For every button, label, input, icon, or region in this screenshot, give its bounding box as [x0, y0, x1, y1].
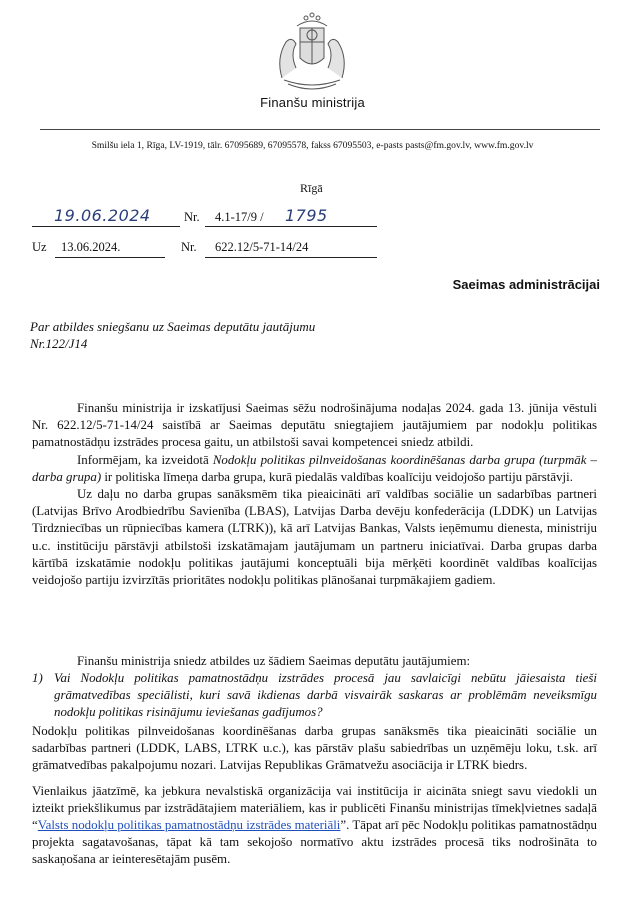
working-group-name: Nodokļu politikas pilnveidošanas koordinēšanas darba grupa (turpmāk – darba grupa): [32, 452, 597, 484]
registration-number-field: [205, 206, 377, 227]
uz-label: Uz: [32, 240, 47, 254]
registration-number: 4.1-17/9 /: [215, 210, 264, 224]
paragraph-text: ”. Tāpat arī pēc Nodokļu politikas pamatnostādņu projekta sagatavošanas, tāpat kā tam sekojošo normatīvo aktu izstrādes procesā tiks nodrošināta to saskaņošana ar ieinteresētajām pusēm.: [32, 818, 597, 867]
answers-intro: [32, 653, 597, 670]
contact-details: Smilšu iela 1, Rīga, LV-1919, tālr. 67095689, 67095578, fakss 67095503, e-pasts pasts@fm.gov.lv, www.fm.gov.lv: [91, 140, 534, 151]
materials-link[interactable]: Valsts nodokļu politikas pamatnostādņu izstrādes materiāli: [37, 818, 341, 833]
paragraph-partners: Uz daļu no darba grupas sanāksmēm tika pieaicināti arī valdības sociālie un sadarbības partneri (Latvijas Brīvo Arodbiedrību Savienība (LBAS), Latvijas Darba devēju konfederācija (LDDK) un Latvijas Tirdzniecības un rūpniecības kamera (LTRK)), kā arī Latvijas Bankas, Valsts ieņēmumu dienesta, ministriju u.c. institūciju pārstāvji atbilstoši izskatāmajam jautājumam un partneru iniciatīvai. Darba grupas darba kārtībā izskatāmie nodokļu politikas jautājumi konceptuāli bija mērķēti koordinēt valdības koalīcijas veidojošo partiju izvirzītās prioritātes nodokļu politikas plānošanai turpmākajiem gadiem.: [32, 487, 597, 588]
nr-label: Nr.: [184, 210, 200, 224]
reference-date: 13.06.2024.: [61, 240, 121, 254]
reference-number-field: [205, 238, 377, 258]
question-1: [32, 670, 597, 722]
paragraph-text: Informējam, ka izveidotā: [77, 452, 213, 467]
handwritten-number: 1795: [285, 206, 328, 225]
city: Rīgā: [300, 181, 323, 195]
answer-paragraph-1: Nodokļu politikas pilnveidošanas koordinēšanas darba grupas sanāksmēs tika pieaicināti sociālie un sadarbības partneri (LDDK, LABS, LTRK u.c.), kas pārstāv plašu sabiedrības un uzņēmēju loku, t.sk. arī grāmatvedības pakalpojumu nozari. Latvijas Republikas Grāmatvežu asociācija ir LTRK biedrs.: [32, 724, 597, 773]
answer-paragraph-2: [32, 783, 597, 869]
coat-of-arms-icon: [262, 8, 362, 94]
paragraph-working-group: [32, 452, 597, 486]
letter-subject: Par atbildes sniegšanu uz Saeimas deputātu jautājumu Nr.122/J14: [30, 319, 316, 351]
header-divider: [40, 129, 600, 130]
reference-number: 622.12/5-71-14/24: [215, 240, 309, 254]
addressee: Saeimas administrācijai: [452, 277, 600, 292]
reference-nr-label: Nr.: [181, 240, 197, 254]
answers-intro-text: Finanšu ministrija sniedz atbildes uz šādiem Saeimas deputātu jautājumiem:: [77, 654, 471, 668]
handwritten-date: 19.06.2024: [54, 206, 151, 225]
question-number: 1): [32, 671, 43, 685]
paragraph-text: Vienlaikus jāatzīmē, ka jebkura nevalstiskā organizācija vai institūcija ir aicināta sniegt savu viedokli un izteikt priekšlikumus par izstrādātajiem materiāliem, kas ir publicēti Finanšu ministrijas tīmekļvietnes sadaļā “: [32, 783, 597, 833]
paragraph-intro: Finanšu ministrija ir izskatījusi Saeimas sēžu nodrošinājuma nodaļas 2024. gada 13. jūnija vēstuli Nr. 622.12/5-71-14/24 saistībā ar Saeimas deputātu sniegtajiem jautājumiem par nodokļu politikas pamatnostādņu izstrādes procesa gaitu, un atbilstoši savai kompetencei sniedz atbildi.: [32, 401, 597, 450]
question-text: Vai Nodokļu politikas pamatnostādņu izstrādes procesā jau savlaicīgi nebūtu jāiesaista tieši grāmatvedības speciālisti, kuri savā ikdienas darbā visvairāk saskaras ar problēmām neveiksmīgu nodokļu politikas risinājumu ieviešanas gadījumos?: [54, 671, 597, 720]
reference-date-field: [55, 238, 165, 258]
ministry-name: Finanšu ministrija: [260, 95, 365, 110]
letter-body: [32, 400, 597, 589]
date-field: [32, 206, 180, 227]
paragraph-text: ir politiska līmeņa darba grupa, kurā piedalās valdības koalīciju veidojošo partiju pārstāvji.: [101, 469, 573, 484]
answer-1: [32, 723, 597, 869]
